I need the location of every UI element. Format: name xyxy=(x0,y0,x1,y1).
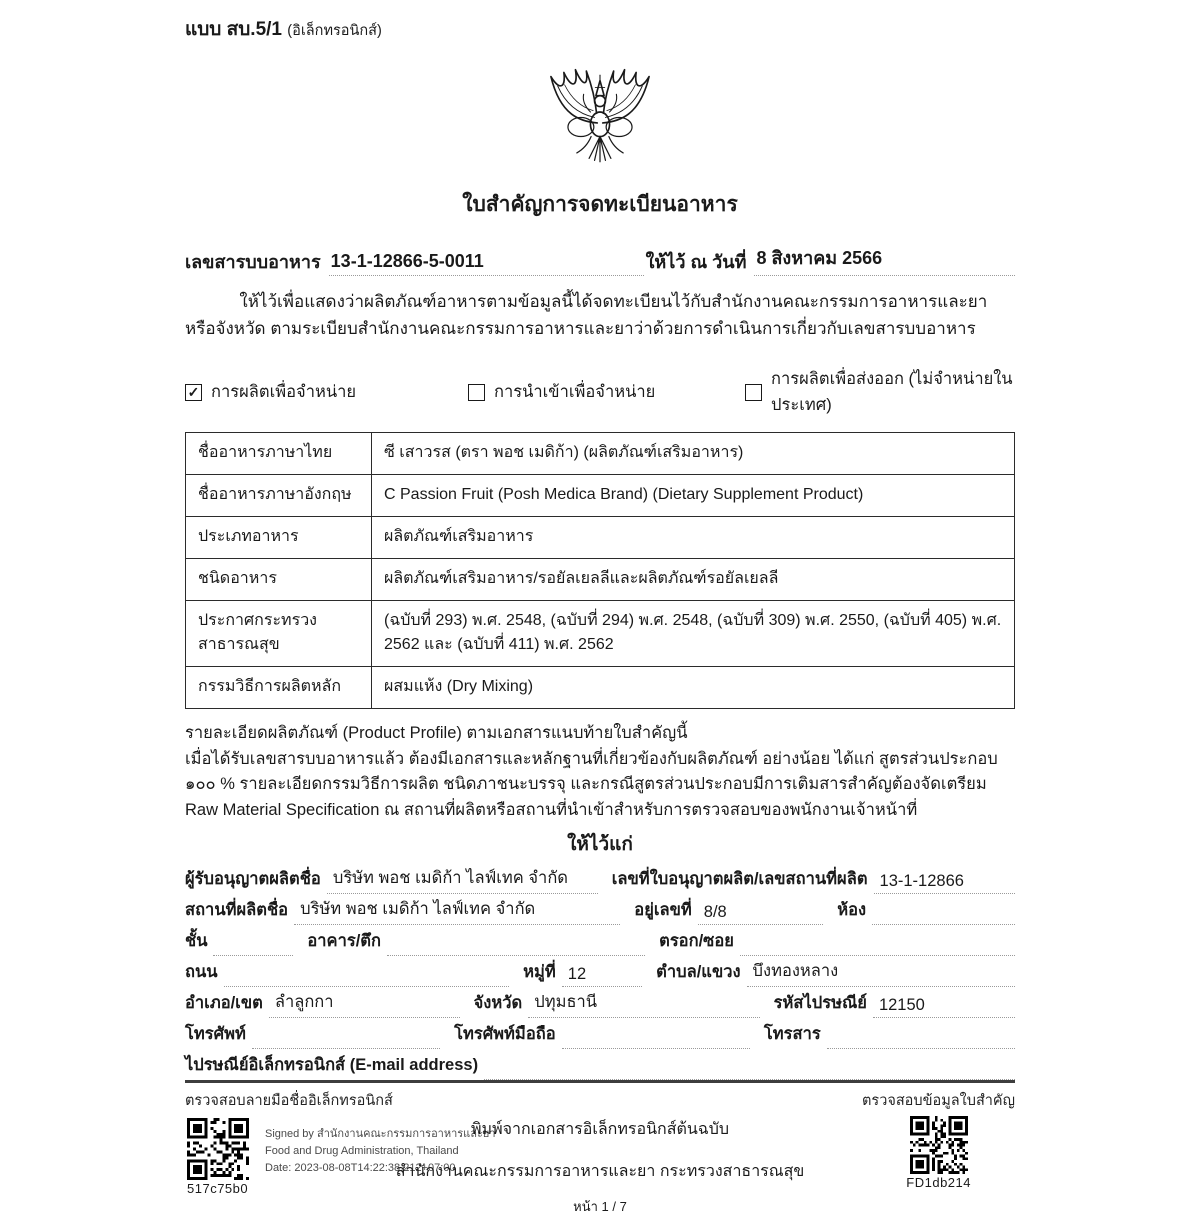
footer-center-text xyxy=(185,1120,1015,1213)
table-row xyxy=(186,516,1015,558)
licensee-label: ผู้รับอนุญาตผลิตชื่อ xyxy=(185,870,321,889)
footer xyxy=(185,1080,1015,1214)
house-no-label: อยู่เลขที่ xyxy=(634,901,692,920)
mobile-label: โทรศัพท์มือถือ xyxy=(454,1025,556,1044)
grantee-heading: ให้ไว้แก่ xyxy=(567,834,633,856)
form-row xyxy=(185,894,1015,925)
phone-value xyxy=(252,1046,440,1049)
moo-label: หมู่ที่ xyxy=(523,963,556,982)
form-row xyxy=(185,956,1015,987)
postcode-value: 12150 xyxy=(873,996,1015,1018)
row-value: ผลิตภัณฑ์เสริมอาหาร xyxy=(372,516,1015,558)
certificate-page xyxy=(185,0,1015,1080)
lane-value xyxy=(740,953,1015,956)
registration-row xyxy=(185,243,1015,276)
province-value: ปทุมธานี xyxy=(528,989,759,1018)
licensee-value: บริษัท พอช เมดิก้า ไลฟ์เทค จำกัด xyxy=(327,865,598,894)
checkbox-label: การผลิตเพื่อส่งออก (ไม่จำหน่ายในประเทศ) xyxy=(771,370,1013,415)
footer-divider xyxy=(185,1080,1015,1083)
email-label: ไปรษณีย์อิเล็กทรอนิกส์ (E-mail address) xyxy=(185,1056,479,1075)
license-no-label: เลขที่ใบอนุญาตผลิต/เลขสถานที่ผลิต xyxy=(611,870,868,889)
form-code-suffix: (อิเล็กทรอนิกส์) xyxy=(287,23,382,39)
floor-value xyxy=(213,953,293,956)
note-line-2: เมื่อได้รับเลขสารบบอาหารแล้ว ต้องมีเอกสารและหลักฐานที่เกี่ยวข้องกับผลิตภัณฑ์ อย่างน้อย ได้แก่ สูตรส่วนประกอบ ๑๐๐ % รายละเอียดกรรมวิธีการผลิต ชนิดภาชนะบรรจุ และกรณีสูตรส่วนประกอบมีการเติมสารสำคัญต้องจัดเตรียม Raw Material Specification ณ สถานที่ผลิตหรือสถานที่นำเข้าสำหรับการตรวจสอบของพนักงานเจ้าหน้าที่ xyxy=(185,749,998,819)
product-detail-table xyxy=(185,432,1015,709)
table-row xyxy=(186,600,1015,667)
house-no-value: 8/8 xyxy=(698,903,823,925)
table-row xyxy=(186,433,1015,475)
form-row xyxy=(185,925,1015,956)
table-row xyxy=(186,667,1015,709)
room-label: ห้อง xyxy=(837,901,867,920)
page-number: หน้า 1 / 7 xyxy=(573,1199,627,1214)
table-row xyxy=(186,558,1015,600)
verify-data-caption: ตรวจสอบข้อมูลใบสำคัญ xyxy=(861,1093,1015,1109)
row-label: ประกาศกระทรวงสาธารณสุข xyxy=(186,600,372,667)
room-value xyxy=(872,922,1015,925)
page-title: ใบสำคัญการจดทะเบียนอาหาร xyxy=(462,193,738,216)
province-label: จังหวัด xyxy=(473,994,523,1013)
road-label: ถนน xyxy=(185,963,218,982)
district-value: ลำลูกกา xyxy=(269,989,460,1018)
garuda-emblem xyxy=(185,46,1015,180)
row-value: (ฉบับที่ 293) พ.ศ. 2548, (ฉบับที่ 294) พ.ศ. 2548, (ฉบับที่ 309) พ.ศ. 2550, (ฉบับที่ 405) พ.ศ. 2562 และ (ฉบับที่ 411) พ.ศ. 2562 xyxy=(372,600,1015,667)
mobile-value xyxy=(562,1046,750,1049)
grantee-form xyxy=(185,863,1015,1080)
license-type-checkboxes xyxy=(185,366,1015,418)
subdistrict-value: บึงทองหลาง xyxy=(747,958,1015,987)
row-value: ผลิตภัณฑ์เสริมอาหาร/รอยัลเยลลีและผลิตภัณฑ์รอยัลเยลลี xyxy=(372,558,1015,600)
postcode-label: รหัสไปรษณีย์ xyxy=(773,994,867,1013)
intro-paragraph: ให้ไว้เพื่อแสดงว่าผลิตภัณฑ์อาหารตามข้อมูลนี้ได้จดทะเบียนไว้กับสำนักงานคณะกรรมการอาหารและยาหรือจังหวัด ตามระเบียบสำนักงานคณะกรรมการอาหารและยาว่าด้วยการดำเนินการเกี่ยวกับเลขสารบบอาหาร xyxy=(185,292,988,339)
reg-no-label: เลขสารบบอาหาร xyxy=(185,252,321,272)
road-value xyxy=(224,984,510,987)
form-code-text: แบบ สบ.5/1 xyxy=(185,19,282,40)
verify-qr-code: FD1db214 xyxy=(906,1175,971,1190)
form-code xyxy=(185,0,1015,44)
moo-value: 12 xyxy=(562,965,642,987)
fax-label: โทรสาร xyxy=(763,1025,821,1044)
row-label: ประเภทอาหาร xyxy=(186,516,372,558)
garuda-emblem-icon xyxy=(525,46,675,178)
notes-section xyxy=(185,721,1015,823)
signed-line-3: Date: 2023-08-08T14:22:38.212+07:00 xyxy=(265,1162,456,1175)
form-row xyxy=(185,1049,1015,1080)
floor-label: ชั้น xyxy=(185,932,208,951)
building-label: อาคาร/ตึก xyxy=(307,932,382,951)
checkbox-produce-for-sale xyxy=(185,366,468,418)
verify-qr-block xyxy=(906,1116,971,1190)
org-line: สำนักงานคณะกรรมการอาหารและยา กระทรวงสาธารณสุข xyxy=(395,1163,805,1180)
row-label: ชนิดอาหาร xyxy=(186,558,372,600)
checkbox-checked-icon: ✓ xyxy=(185,384,202,401)
phone-label: โทรศัพท์ xyxy=(185,1025,246,1044)
verify-signature-caption: ตรวจสอบลายมือชื่ออิเล็กทรอนิกส์ xyxy=(185,1093,393,1109)
issued-date-value: 8 สิงหาคม 2566 xyxy=(754,243,1015,276)
site-label: สถานที่ผลิตชื่อ xyxy=(185,901,289,920)
note-line-1: รายละเอียดผลิตภัณฑ์ (Product Profile) ตามเอกสารแนบท้ายใบสำคัญนี้ xyxy=(185,723,688,742)
verify-qr-icon xyxy=(910,1116,968,1174)
form-row xyxy=(185,987,1015,1018)
lane-label: ตรอก/ซอย xyxy=(659,932,734,951)
signature-qr-code: 517c75b0 xyxy=(187,1181,249,1196)
row-value: ผสมแห้ง (Dry Mixing) xyxy=(372,667,1015,709)
issued-date-label: ให้ไว้ ณ วันที่ xyxy=(645,252,747,272)
checkbox-produce-for-export xyxy=(745,366,1015,418)
form-row xyxy=(185,1018,1015,1049)
print-note: พิมพ์จากเอกสารอิเล็กทรอนิกส์ต้นฉบับ xyxy=(470,1121,730,1138)
table-row xyxy=(186,475,1015,517)
building-value xyxy=(387,953,645,956)
reg-no-value: 13-1-12866-5-0011 xyxy=(329,251,644,276)
checkbox-label: การนำเข้าเพื่อจำหน่าย xyxy=(494,383,656,402)
checkbox-empty-icon xyxy=(468,384,485,401)
checkbox-empty-icon xyxy=(745,384,762,401)
row-label: กรรมวิธีการผลิตหลัก xyxy=(186,667,372,709)
subdistrict-label: ตำบล/แขวง xyxy=(656,963,741,982)
signed-line-2: Food and Drug Administration, Thailand xyxy=(265,1145,459,1158)
row-value: ซี เสาวรส (ตรา พอช เมดิก้า) (ผลิตภัณฑ์เสริมอาหาร) xyxy=(372,433,1015,475)
license-no-value: 13-1-12866 xyxy=(874,872,1015,894)
row-label: ชื่ออาหารภาษาไทย xyxy=(186,433,372,475)
signed-line-1: Signed by สำนักงานคณะกรรมการอาหารและยา xyxy=(265,1128,496,1140)
district-label: อำเภอ/เขต xyxy=(185,994,263,1013)
fax-value xyxy=(827,1046,1015,1049)
site-value: บริษัท พอช เมดิก้า ไลฟ์เทค จำกัด xyxy=(294,896,620,925)
row-label: ชื่ออาหารภาษาอังกฤษ xyxy=(186,475,372,517)
checkbox-label: การผลิตเพื่อจำหน่าย xyxy=(211,383,357,402)
form-row xyxy=(185,863,1015,894)
row-value: C Passion Fruit (Posh Medica Brand) (Dietary Supplement Product) xyxy=(372,475,1015,517)
checkbox-import-for-sale xyxy=(468,366,745,418)
